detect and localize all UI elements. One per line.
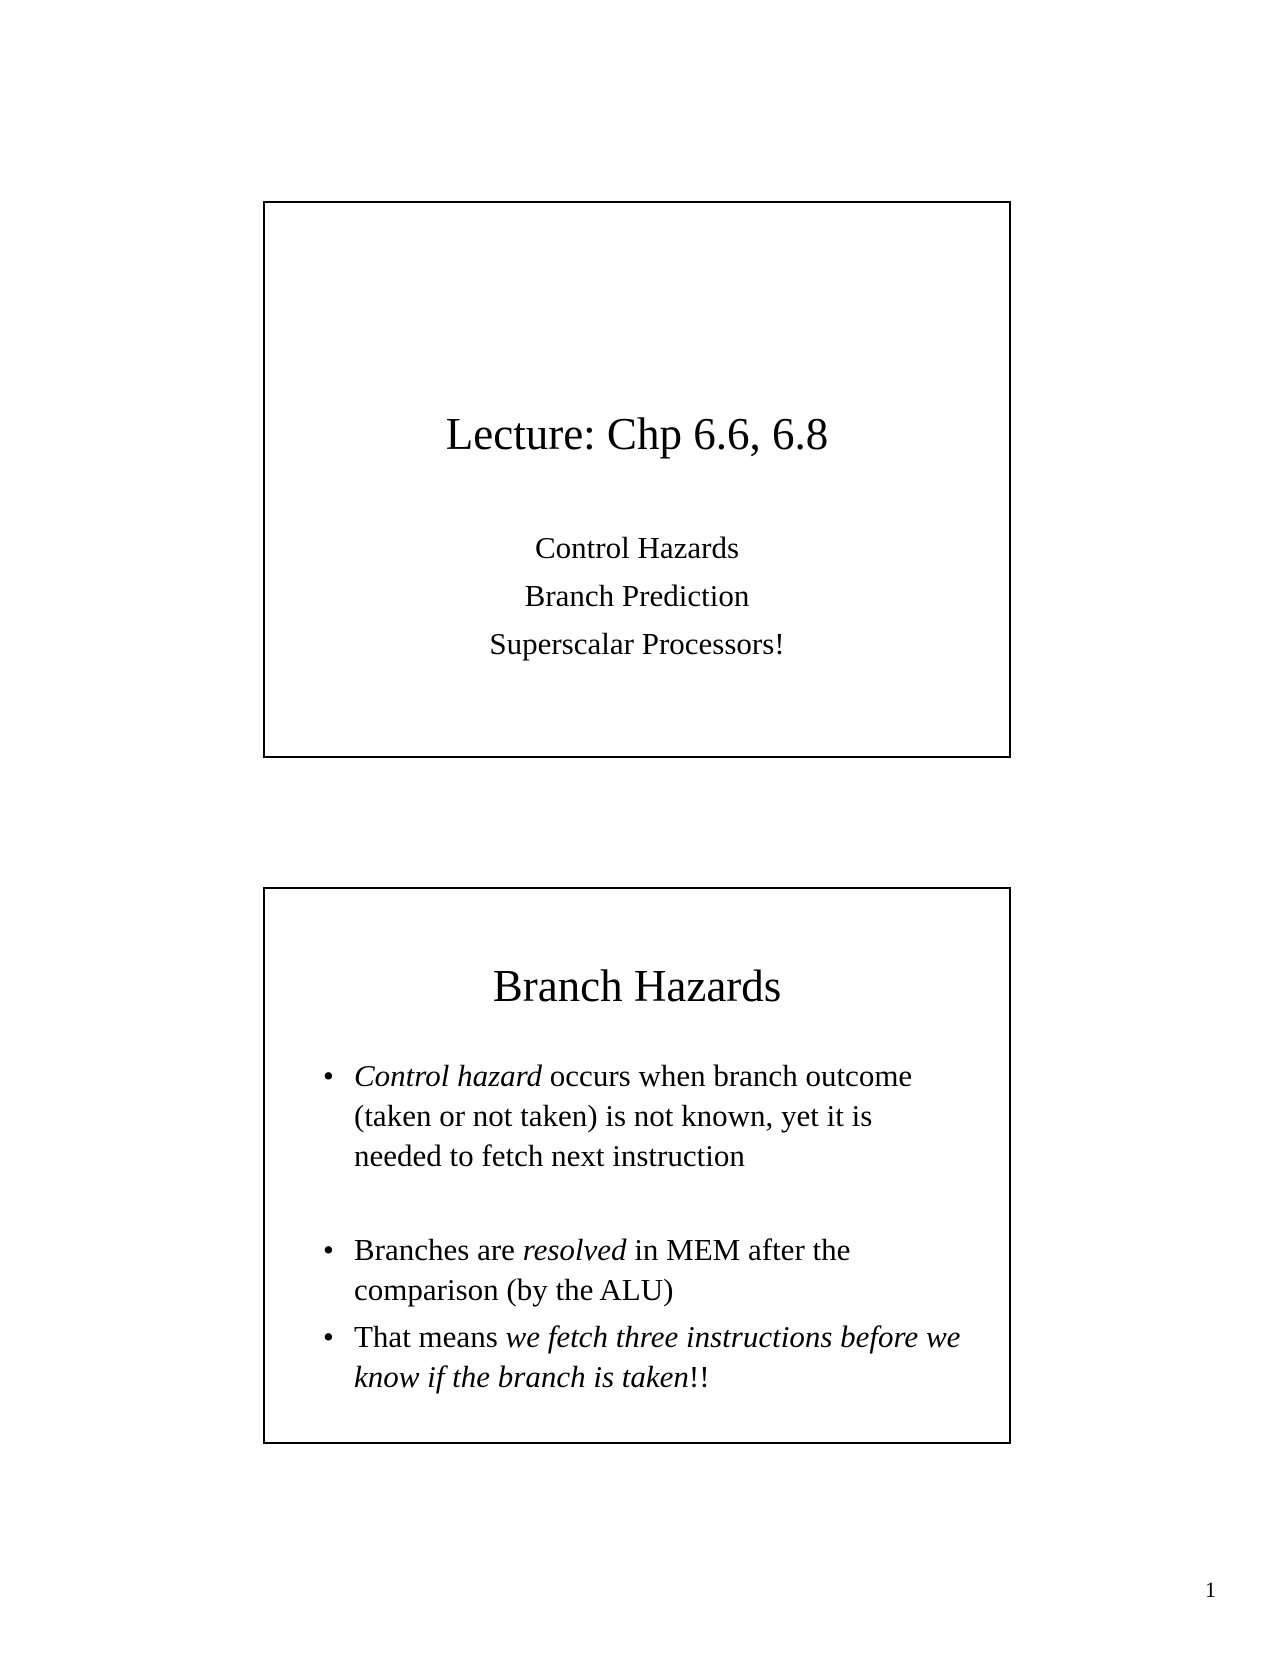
slide-branch-hazards	[263, 887, 1011, 1444]
bullet-emphasis: we fetch three instructions before we know if the branch is taken	[354, 1319, 961, 1394]
bullet-icon: •	[323, 1058, 334, 1093]
bullet-text: That means	[354, 1319, 506, 1354]
slide-title-page	[263, 201, 1011, 758]
bullet-item	[323, 1056, 963, 1176]
bullet-text: in MEM after the comparison (by the ALU)	[354, 1232, 851, 1307]
subtitle-item: Control Hazards	[534, 530, 740, 565]
page-number: 1	[1205, 1577, 1216, 1602]
bullet-emphasis: resolved	[522, 1232, 627, 1267]
bullet-icon: •	[323, 1319, 334, 1354]
slide-title: Branch Hazards	[492, 961, 782, 1011]
bullet-item	[323, 1317, 963, 1397]
bullet-emphasis: Control hazard	[354, 1058, 543, 1093]
slide-title: Lecture: Chp 6.6, 6.8	[445, 409, 829, 459]
bullet-text: occurs when branch outcome (taken or not taken) is not known, yet it is needed to fetch next instruction	[354, 1058, 913, 1173]
bullet-item	[323, 1230, 963, 1310]
bullet-icon: •	[323, 1232, 334, 1267]
bullet-list	[323, 1056, 963, 1397]
subtitle-list	[265, 524, 1009, 668]
subtitle-item: Superscalar Processors!	[489, 626, 785, 661]
subtitle-item: Branch Prediction	[524, 578, 750, 613]
bullet-text: Branches are	[354, 1232, 523, 1267]
bullet-text: !!	[688, 1359, 710, 1394]
